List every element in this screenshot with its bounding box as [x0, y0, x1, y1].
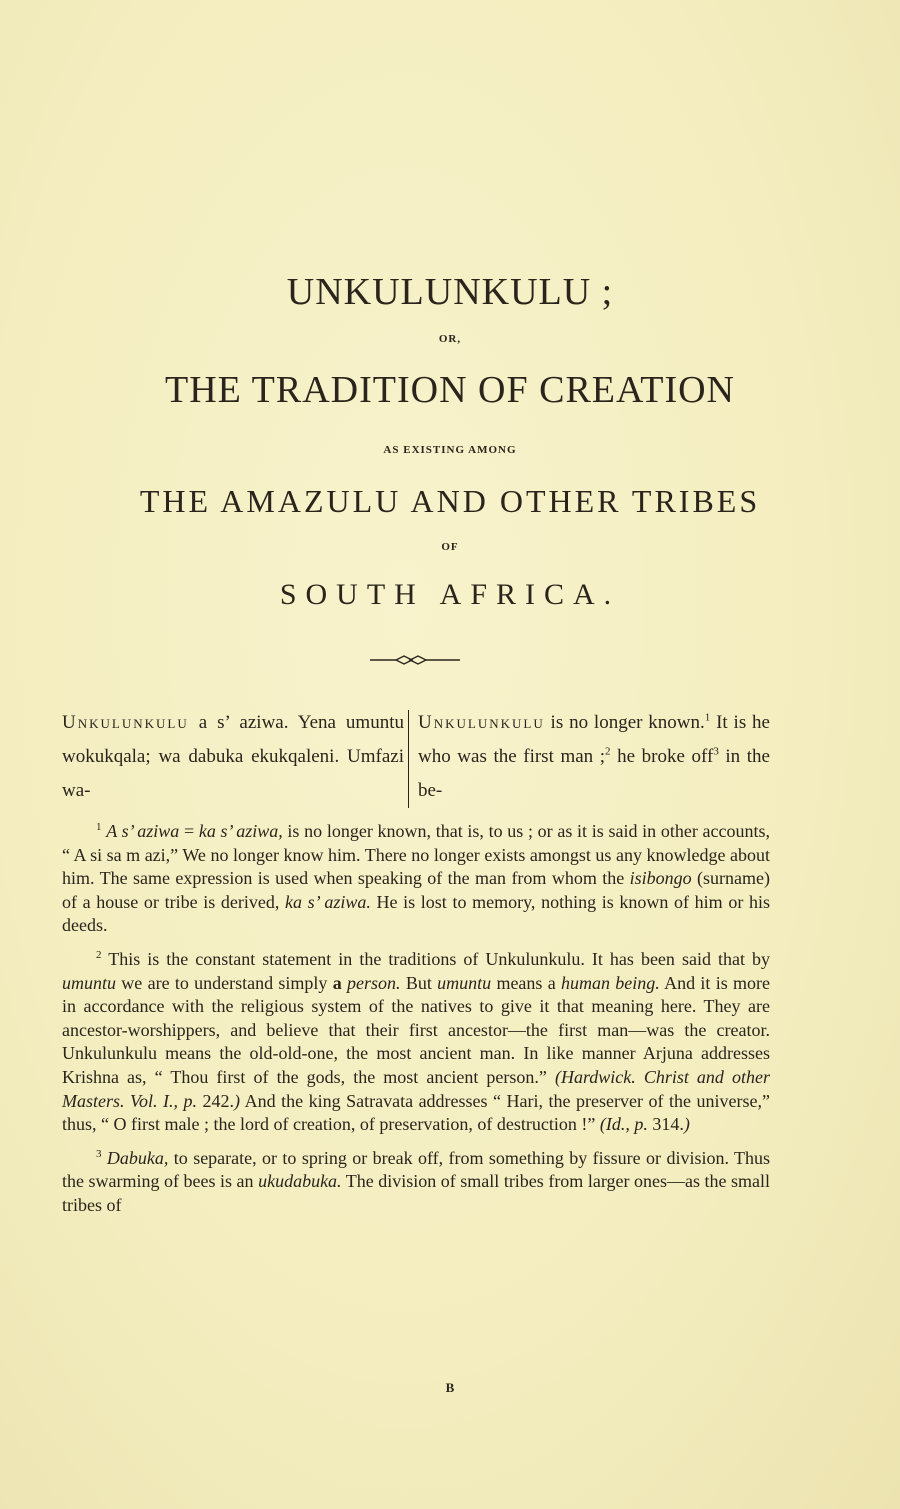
footnote-italic: ukudabuka.: [258, 1171, 342, 1192]
main-title: UNKULUNKULU ;: [286, 271, 614, 313]
footnote-text: we are to understand simply: [116, 972, 333, 993]
tribes-line: THE AMAZULU AND OTHER TRIBES: [139, 483, 761, 519]
english-text-part: in the be-: [418, 746, 770, 801]
footnote-citation: (Id., p.: [599, 1114, 648, 1135]
footnote-italic: ka s’ aziwa.: [285, 891, 371, 912]
footnote-mark: 3: [96, 1147, 102, 1160]
of-line: OF: [441, 541, 459, 553]
footnote-3: [62, 1147, 770, 1218]
english-text-part: is no longer known.: [544, 712, 705, 733]
footnote-italic: isibongo: [629, 868, 692, 889]
footnote-italic: A s’ aziwa: [106, 821, 180, 841]
footnote-text: means a: [491, 972, 562, 993]
footnote-ref-2: 2: [605, 745, 611, 758]
footnote-italic: ): [683, 1114, 690, 1135]
footnote-italic: Dabuka,: [106, 1147, 169, 1168]
footnote-text: (surname) of a house or tribe is derived,: [62, 868, 771, 912]
english-text-part: It is he who was the first man ;: [418, 712, 770, 767]
subtitle: THE TRADITION OF CREATION: [165, 369, 735, 411]
as-existing-line: AS EXISTING AMONG: [383, 444, 517, 456]
footnote-text: 242.: [197, 1090, 235, 1111]
footnote-italic: person.: [347, 972, 401, 993]
footnote-italic: umuntu: [62, 972, 116, 993]
footnote-text: 314.: [647, 1114, 684, 1135]
footnote-mark: 1: [96, 821, 102, 833]
footnote-text: But: [400, 972, 438, 993]
footnote-text: The division of small tribes from larger ones—as the small tribes of: [62, 1171, 771, 1215]
footnote-text: =: [179, 821, 199, 841]
footnote-text: is no longer known, that is, to us ; or as it is said in other accounts, “ A si sa m azi,” We no longer know him. There no longer exists amongst us any knowledge about him. The same expression is used when speaking of the man from whom the: [62, 821, 770, 889]
region-title: SOUTH AFRICA.: [279, 578, 621, 611]
zulu-text-column: [62, 706, 404, 808]
footnote-text: to separate, or to spring or break off, from something by fissure or division. Thus the swarming of bees is an: [62, 1147, 771, 1192]
signature-mark: B: [445, 1380, 455, 1395]
english-text-column: [418, 706, 770, 808]
footnote-bold: a: [332, 972, 342, 993]
footnote-text: This is the constant statement in the traditions of Unkulunkulu. It has been said that by: [101, 948, 770, 969]
ornament-divider-icon: [370, 653, 460, 667]
footnote-text: He is lost to memory, nothing is known of him or his deeds.: [62, 891, 770, 936]
footnote-ref-1: 1: [704, 711, 711, 724]
footnotes: [62, 820, 770, 1228]
footnote-italic: ka s’ aziwa,: [198, 821, 283, 841]
zulu-lead-word: Unkulunkulu: [62, 712, 189, 733]
footnote-italic: umuntu: [437, 972, 492, 993]
english-paragraph: [418, 706, 770, 808]
english-text-part: he broke off: [610, 746, 714, 767]
footnote-2: [62, 948, 770, 1137]
footnote-text: And it is more in accordance with the religious system of the natives to give it that meaning here. They are ancestor-worshippers, and believe that their first ancestor—the first man—was the creator. Unkulunkulu means the old-old-one, the most ancient man. In like manner Arjuna addresses Krishna as, “ Thou first of the gods, the most ancient person.”: [62, 972, 770, 1087]
zulu-text: a s’ aziwa. Yena umuntu wokukqala; wa dabuka ekukqaleni. Umfazi wa-: [62, 712, 404, 801]
column-divider: [408, 710, 409, 808]
footnote-text: And the king Satravata addresses “ Hari, the preserver of the universe,” thus, “ O first male ; the lord of creation, of preservation, of destruction !”: [62, 1090, 770, 1135]
zulu-paragraph: [62, 706, 404, 808]
footnote-citation: (Hardwick. Christ and other Masters. Vol. I., p.: [62, 1066, 771, 1111]
footnote-ref-3: 3: [713, 745, 719, 758]
footnote-mark: 2: [96, 948, 102, 961]
footnote-italic: ): [234, 1090, 241, 1111]
footnote-italic: human being.: [561, 972, 660, 993]
or-line: OR,: [438, 333, 462, 345]
english-lead-word: Unkulunkulu: [418, 712, 545, 733]
footnote-1: [62, 820, 770, 938]
